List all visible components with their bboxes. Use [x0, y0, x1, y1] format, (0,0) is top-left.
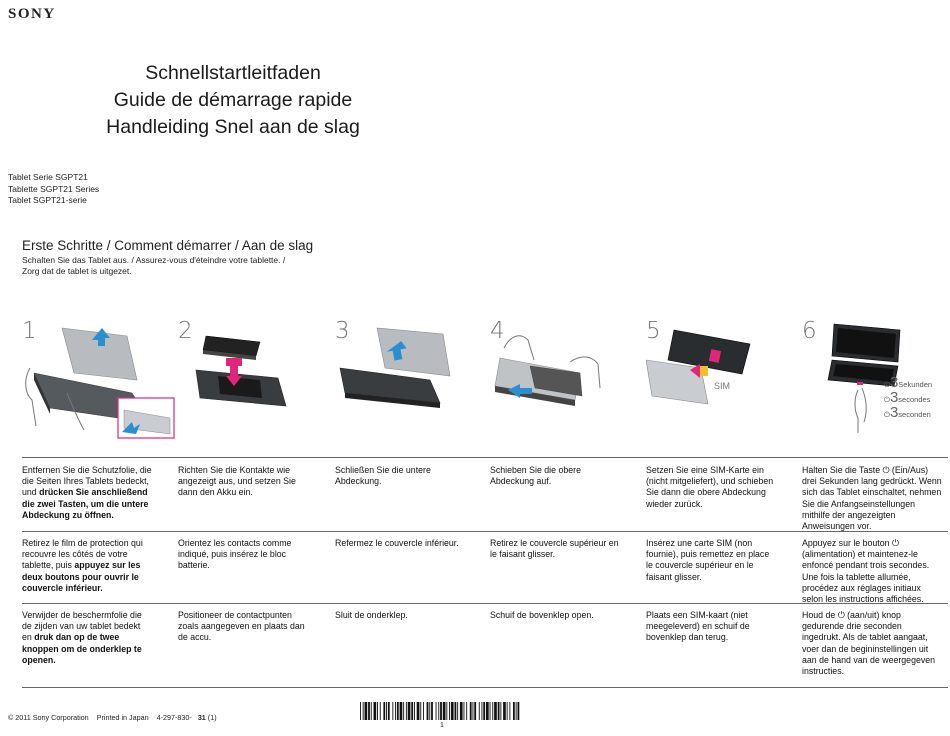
copyright: © 2011 Sony Corporation [8, 713, 89, 722]
power-icon: ⏻ [884, 395, 890, 404]
instruction-fr-1: Retirez le film de protection qui recouvre les côtés de votre tablette, puis appuyez sur les deux boutons pour ouvrir le couvercle inférieur. [22, 538, 143, 593]
model-de: Tablet Serie SGPT21 [8, 172, 88, 182]
barcode [360, 702, 522, 720]
model-fr: Tablette SGPT21 Series [8, 183, 100, 194]
step-4-illustration [490, 318, 645, 448]
instruction-nl-4: Schuif de bovenklep open. [490, 610, 594, 620]
seconds-indicator [884, 376, 932, 421]
step-number: 3 [335, 318, 350, 344]
title-de: Schnellstartleitfaden [145, 62, 321, 84]
step-1 [22, 318, 172, 458]
instruction-de-6: Halten Sie die Taste ⏻ (Ein/Aus) drei Sekunden lang gedrückt. Wenn sich das Tablet einschaltet, nehmen Sie die Anfangseinstellungen mithilfe der angezeigten Anweisungen vor. [802, 465, 942, 532]
instruction-fr-5: Insérez une carte SIM (non fournie), puis remettez en place le couvercle supérieur en le faisant glisser. [646, 538, 770, 582]
instruction-fr-2: Orientez les contacts comme indiqué, puis insérez le bloc batterie. [178, 538, 292, 571]
instruction-nl-5: Plaats een SIM-kaart (niet meegeleverd) en schuif de bovenklep dan terug. [646, 610, 750, 643]
rule-bottom [22, 687, 948, 688]
instruction-fr-4: Retirez le couvercle supérieur en le faisant glisser. [490, 538, 619, 560]
step-4 [490, 318, 640, 458]
section-title: Erste Schritte / Comment démarrer / Aan de slag [22, 238, 314, 253]
model-nl: Tablet SGPT21-serie [8, 195, 87, 205]
instruction-fr-3: Refermez le couvercle inférieur. [335, 538, 459, 548]
sim-label: SIM [714, 381, 731, 391]
step-number: 4 [490, 318, 505, 344]
sony-logo: SONY [8, 6, 56, 22]
step-1-illustration [22, 318, 177, 448]
model-list [8, 172, 99, 207]
instruction-nl-1: Verwijder de beschermfolie die de zijden van uw tablet bedekt en druk dan op de twee knoppen om de onderklep te openen. [22, 610, 142, 665]
seconds-digit: 3 [889, 374, 899, 391]
footer [8, 713, 229, 722]
step-3-illustration [335, 318, 490, 448]
step-number: 1 [22, 318, 37, 344]
step-2-illustration [178, 318, 333, 448]
instruction-fr-6: Appuyez sur le bouton ⏻ (alimentation) et maintenez-le enfoncé pendant trois secondes. Une fois la tablette allumée, procédez aux réglages initiaux selon les instructions affichées. [802, 538, 930, 605]
seconds-digit: 3 [889, 404, 899, 421]
seconds-digit: 3 [889, 389, 899, 406]
instruction-de-2: Richten Sie die Kontakte wie angezeigt aus, und setzen Sie dann den Akku ein. [178, 465, 296, 498]
seconds-unit: secondes [898, 395, 931, 404]
power-icon: ⏻ [884, 410, 890, 419]
seconds-unit: seconden [898, 410, 931, 419]
seconds-unit: Sekunden [898, 380, 933, 389]
rule-top [22, 457, 948, 458]
instruction-de-4: Schieben Sie die obere Abdeckung auf. [490, 465, 581, 487]
page-number: 1 [440, 722, 444, 729]
step-number: 6 [802, 318, 817, 344]
instruction-nl-3: Sluit de onderklep. [335, 610, 408, 620]
step-5 [646, 318, 796, 458]
step-number: 5 [646, 318, 661, 344]
step-6 [802, 318, 950, 458]
step-number: 2 [178, 318, 193, 344]
power-icon: ⏻ [884, 380, 890, 389]
instruction-nl-6: Houd de ⏻ (aan/uit) knop gedurende drie seconden ingedrukt. Als de tablet aangaat, voer dan de begininstellingen uit aan de hand van de weergegeven instructies. [802, 610, 936, 677]
title-block [0, 60, 466, 141]
instruction-de-5: Setzen Sie eine SIM-Karte ein (nicht mitgeliefert), und schieben Sie dann die obere Abdeckung wieder zurück. [646, 465, 774, 509]
printed-in: Printed in Japan [96, 713, 149, 722]
section-subtitle [22, 255, 322, 277]
step-2 [178, 318, 328, 458]
part-number: 4-297-830- 31 (1) [156, 713, 217, 722]
instruction-nl-2: Positioneer de contactpunten zoals aangegeven en plaats dan de accu. [178, 610, 305, 643]
instruction-de-1: Entfernen Sie die Schutzfolie, die die Seiten Ihres Tablets bedeckt, und drücken Sie anschließend die zwei Tasten, um die untere Abdeckung zu öffnen. [22, 465, 152, 520]
section-subtitle-line1: Schalten Sie das Tablet aus. / Assurez-vous d'éteindre votre tablette. / [22, 255, 286, 265]
step-3 [335, 318, 485, 458]
seconds-row-nl [884, 406, 932, 421]
title-fr: Guide de démarrage rapide [113, 89, 353, 111]
instruction-de-3: Schließen Sie die untere Abdeckung. [335, 465, 431, 487]
section-subtitle-line2: Zorg dat de tablet is uitgezet. [22, 266, 132, 276]
title-nl: Handleiding Snel aan de slag [106, 116, 360, 138]
